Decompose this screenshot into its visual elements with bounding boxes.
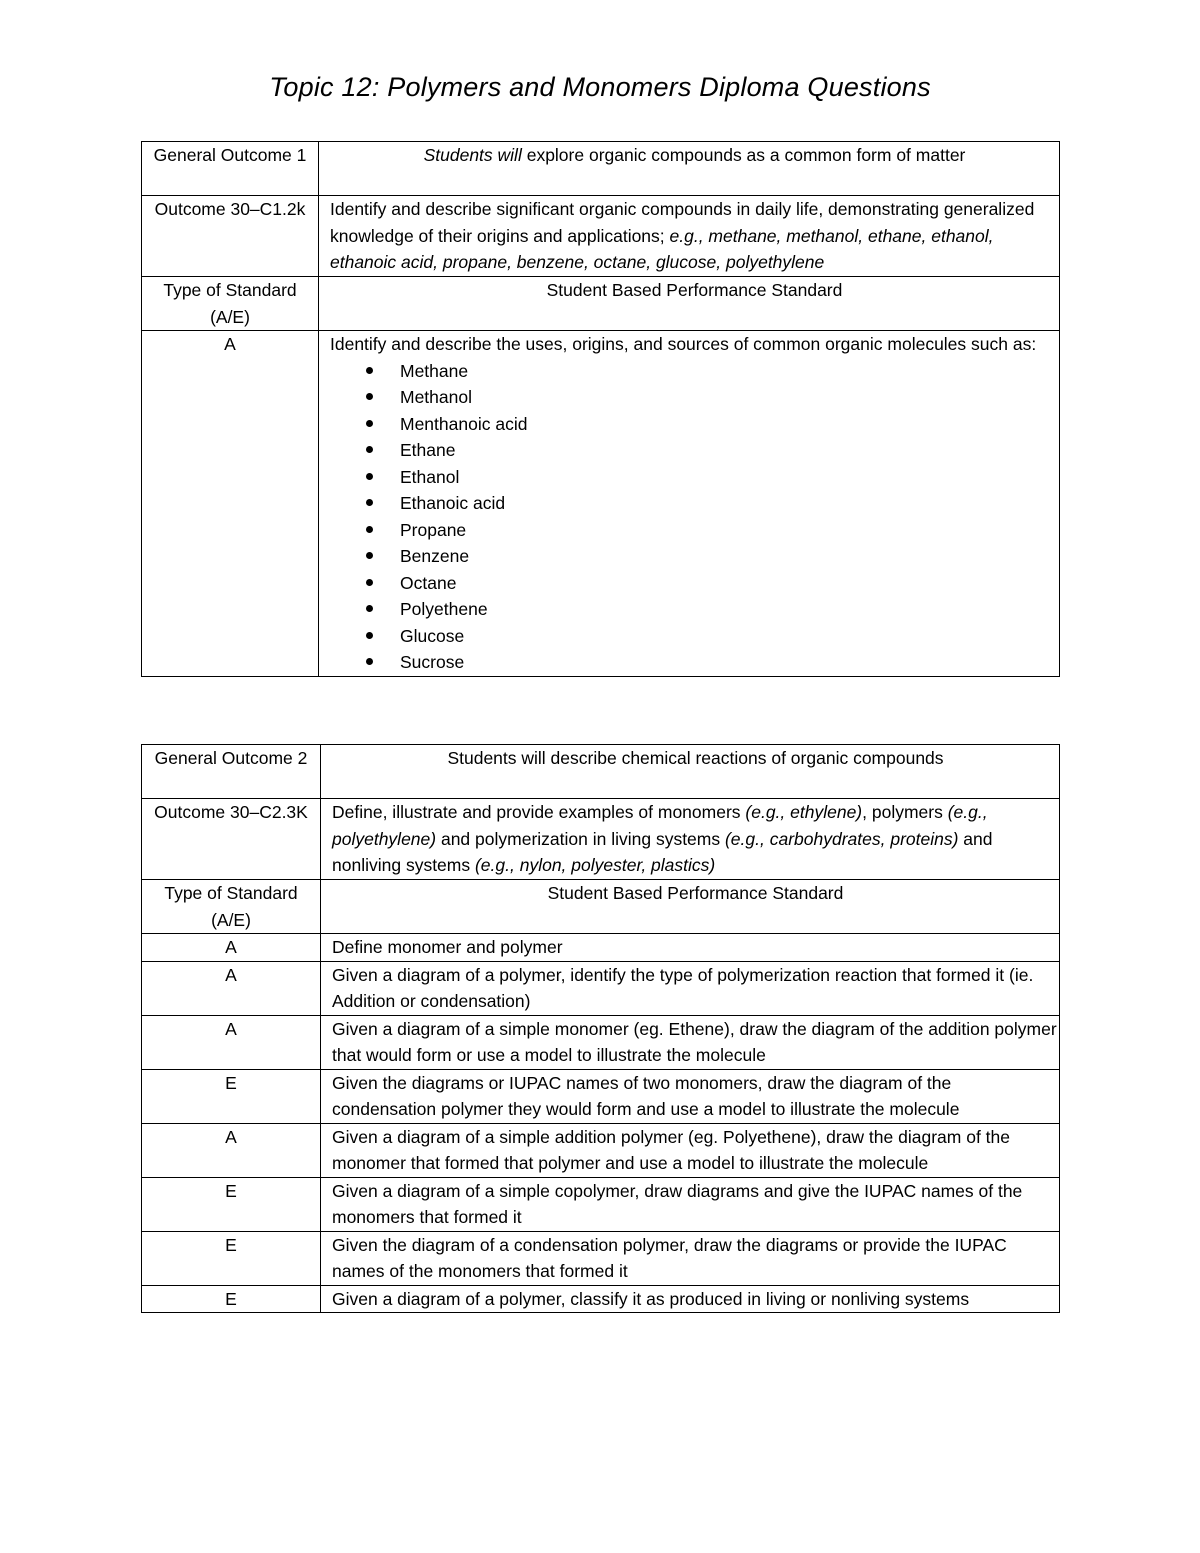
outcome-text-part: and nonliving systems <box>332 828 993 875</box>
type-of-standard-row <box>142 277 1060 331</box>
standard-description: Define monomer and polymer <box>321 934 1060 962</box>
standard-level: A <box>142 961 321 1015</box>
list-item: Benzene <box>400 543 1059 570</box>
list-item: Octane <box>400 570 1059 597</box>
outcome-description: Identify and describe significant organic compounds in daily life, demonstrating generalized knowledge of their origins and applications; <box>330 199 1035 246</box>
general-outcome-rest: explore organic compounds as a common form of matter <box>521 145 966 165</box>
table-row <box>142 934 1060 962</box>
list-item: Propane <box>400 517 1059 544</box>
general-outcome-row <box>142 745 1060 799</box>
standard-level: A <box>142 934 321 962</box>
general-outcome-prefix: Students will <box>423 145 522 165</box>
table-row <box>142 1231 1060 1285</box>
list-item: Ethanol <box>400 464 1059 491</box>
standard-level: E <box>142 1231 321 1285</box>
outcome-text-part: Define, illustrate and provide examples of monomers <box>332 802 746 822</box>
outcome-text-part: and polymerization in living systems <box>436 828 725 849</box>
standard-description: Given a diagram of a polymer, identify the type of polymerization reaction that formed it (ie. Addition or condensation) <box>321 961 1060 1015</box>
standard-description: Given a diagram of a simple addition polymer (eg. Polyethene), draw the diagram of the monomer that formed that polymer and use a model to illustrate the molecule <box>321 1123 1060 1177</box>
general-outcome-text: Students will describe chemical reactions of organic compounds <box>321 745 1060 799</box>
standard-level: A <box>142 1123 321 1177</box>
outcome-label: Outcome 30–C2.3K <box>142 799 321 880</box>
general-outcome-label: General Outcome 1 <box>142 142 319 196</box>
outcome-label: Outcome 30–C1.2k <box>142 196 319 277</box>
standard-level: A <box>142 1015 321 1069</box>
molecules-intro: Identify and describe the uses, origins, and sources of common organic molecules such as: <box>330 334 1037 354</box>
type-of-standard-label: Type of Standard (A/E) <box>142 880 321 934</box>
type-of-standard-value: Student Based Performance Standard <box>319 277 1060 331</box>
type-of-standard-label: Type of Standard (A/E) <box>142 277 319 331</box>
outcome-text-part: , polymers <box>862 802 948 822</box>
table-row <box>142 961 1060 1015</box>
list-item: Glucose <box>400 623 1059 650</box>
outcome-example: (e.g., carbohydrates, proteins) <box>724 828 959 849</box>
table-row <box>142 1285 1060 1313</box>
standard-level: E <box>142 1285 321 1313</box>
standard-description: Given the diagram of a condensation polymer, draw the diagrams or provide the IUPAC names of the monomers that formed it <box>321 1231 1060 1285</box>
general-outcome-row <box>142 142 1060 196</box>
list-item: Methanol <box>400 384 1059 411</box>
table-row <box>142 331 1060 677</box>
list-item: Polyethene <box>400 596 1059 623</box>
general-outcome-label: General Outcome 2 <box>142 745 321 799</box>
outcome-row <box>142 196 1060 277</box>
type-of-standard-value: Student Based Performance Standard <box>321 880 1060 934</box>
standard-description <box>319 331 1060 677</box>
outcome-table-2 <box>141 744 1060 1313</box>
outcome-examples: e.g., methane, methanol, ethane, ethanol, ethanoic acid, propane, benzene, octane, glucose, polyethylene <box>330 225 994 272</box>
standard-level: A <box>142 331 319 677</box>
table-row <box>142 1015 1060 1069</box>
outcome-text <box>321 799 1060 880</box>
type-of-standard-row <box>142 880 1060 934</box>
outcome-example: (e.g., polyethylene) <box>332 802 988 849</box>
outcome-row <box>142 799 1060 880</box>
list-item: Ethanoic acid <box>400 490 1059 517</box>
outcome-example: (e.g., ethylene) <box>745 802 863 822</box>
outcome-example: (e.g., nylon, polyester, plastics) <box>474 855 716 875</box>
list-item: Sucrose <box>400 649 1059 676</box>
table-row <box>142 1177 1060 1231</box>
table-row <box>142 1123 1060 1177</box>
molecule-list <box>330 358 1059 676</box>
general-outcome-text <box>319 142 1060 196</box>
standard-level: E <box>142 1177 321 1231</box>
standard-description: Given a diagram of a simple copolymer, draw diagrams and give the IUPAC names of the monomers that formed it <box>321 1177 1060 1231</box>
standard-description: Given the diagrams or IUPAC names of two monomers, draw the diagram of the condensation polymer they would form and use a model to illustrate the molecule <box>321 1069 1060 1123</box>
table-row <box>142 1069 1060 1123</box>
page-title: Topic 12: Polymers and Monomers Diploma Questions <box>269 72 931 102</box>
list-item: Ethane <box>400 437 1059 464</box>
standard-description: Given a diagram of a simple monomer (eg. Ethene), draw the diagram of the addition polymer that would form or use a model to illustrate the molecule <box>321 1015 1060 1069</box>
list-item: Methane <box>400 358 1059 385</box>
outcome-text <box>319 196 1060 277</box>
list-item: Menthanoic acid <box>400 411 1059 438</box>
standard-level: E <box>142 1069 321 1123</box>
standard-description: Given a diagram of a polymer, classify it as produced in living or nonliving systems <box>321 1285 1060 1313</box>
outcome-table-1 <box>141 141 1060 677</box>
